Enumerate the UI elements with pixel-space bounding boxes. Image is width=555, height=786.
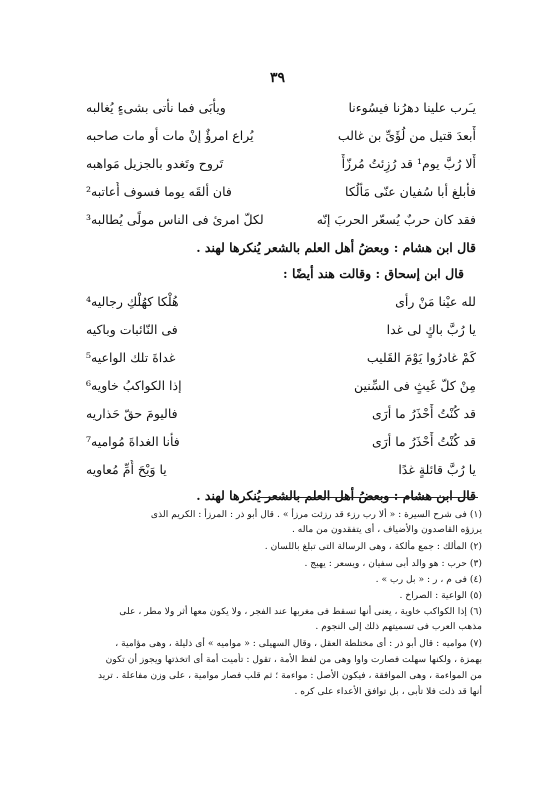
footnote-line: (٤) فى م ، ر : « بل رب » . [375, 574, 482, 585]
verse-first-hemistich: مِنْ كلّ غَيثٍ فى السِّنين [354, 378, 476, 393]
verse-line [86, 376, 476, 396]
prose-line: قال ابن إسحاق : وقالت هند أيضًا : [283, 266, 464, 281]
verse-first-hemistich: يـَرب علينا دهرُنا فيسُوءنا [348, 100, 476, 115]
verse-first-hemistich: كَمْ غادرُوا يَوْمَ القَليب [366, 350, 476, 365]
page-number: ٣٩ [269, 70, 286, 86]
verse-second-hemistich: هُلْكا كهُلْكِ رجاليه⁴ [86, 294, 179, 309]
prose-line: قال ابن هشام : وبعضُ أهل العلم بالشعر يُنكرها لهند . [196, 488, 476, 503]
verse-first-hemistich: أَلا رُبَّ يوم¹ قد رُزِئتُ مُرزّأً [341, 156, 476, 171]
verse-second-hemistich: إذا الكواكبُ خاويه⁶ [86, 378, 182, 393]
footnote-line: مذهب العرب فى تسميتهم ذلك إلى النجوم . [315, 621, 482, 632]
verse-line [86, 460, 476, 480]
footnote-separator [260, 497, 478, 498]
verse-first-hemistich: يا رُبَّ باكٍ لى غدا [386, 322, 476, 337]
footnote-line: (٣) حرب : هو والد أبى سفيان ، ويسعر : يهيج . [304, 558, 482, 569]
verse-second-hemistich: لكلّ امرئ فى الناس مولًى يُطالبه³ [86, 212, 264, 227]
verse-second-hemistich: فى النّائبات وباكيه [86, 322, 178, 337]
verse-second-hemistich: غداةَ تلك الواعيه⁵ [86, 350, 176, 365]
footnote-line: (٢) المألك : جمع مألكة ، وهى الرسالة التى تبلغ باللسان . [264, 541, 482, 552]
footnote-line: (١) فى شرح السيرة : « ألا رب رزء قد رزئت مرزأ » . قال أبو ذر : المرزأ : الكريم الذى [150, 509, 482, 520]
footnote-line: أنها قد ذلت فلا تأبى ، بل توافق الأعداء على كره . [294, 686, 482, 697]
verse-second-hemistich: يا وَيْحَ أُمِّ مُعاويه [86, 462, 167, 477]
verse-line [86, 348, 476, 368]
verse-first-hemistich: لله عيْنا مَنْ رأى [395, 294, 476, 309]
verse-second-hemistich: يُراع امرؤٌ إنْ مات أو مات صاحبه [86, 128, 254, 143]
footnote-line: (٦) إذا الكواكب خاوية ، يعنى أنها تسقط فى مغربها عند الفجر ، ولا يكون معها أثر ولا مطر ، على [119, 606, 482, 617]
verse-second-hemistich: ويأْبَى فما نأتى بشىءٍ يُغالبه [86, 100, 226, 115]
footnote-line: يرزؤه القاصدون والأضياف ، أى يتفقدون من ماله . [291, 524, 482, 535]
verse-second-hemistich: تَروح وتَغدو بالجزيل مَواهبه [86, 156, 224, 171]
verse-second-hemistich: فان ألقَه يوما فسوف أُعاتبه² [86, 184, 232, 199]
footnote-line: بهمزة ، ولكنها سهلت فصارت واوا وهى من لفظ الأمة ، تقول : تأميت أمة أى اتخذتها ويجوز أن تكون [105, 654, 482, 665]
prose-line: قال ابن هشام : وبعضُ أهل العلم بالشعر يُنكرها لهند . [196, 240, 476, 255]
verse-first-hemistich: فأبلغ أبا سُفيان عنّى مَألُكا [345, 184, 476, 199]
verse-line [86, 432, 476, 452]
footnote-line: (٧) مواميه : قال أبو ذر : أى مختلطة العقل ، وقال السهيلى : « مواميه » أى ذليلة ، وهى مؤامية ، [115, 638, 482, 649]
verse-line [86, 98, 476, 118]
footnote-line: من المواءمة ، وهى الموافقة ، فيكون الأصل : مواءمة ؛ ثم قلب فصار موامية ، على وزن مفاعلة . تريد [97, 670, 482, 681]
verse-second-hemistich: فاليومَ حقّ حَذاريه [86, 406, 178, 421]
verse-first-hemistich: أَبعدَ قتيل من لُؤَىِّ بن غالب [337, 128, 476, 143]
verse-line [86, 404, 476, 424]
verse-line [86, 154, 476, 174]
verse-first-hemistich: فقد كان حربٌ يُسعّر الحربَ إنّه [316, 212, 476, 227]
verse-line [86, 182, 476, 202]
verse-second-hemistich: فأنا الغداةَ مُواميه⁷ [86, 434, 180, 449]
verse-first-hemistich: يا رُبَّ قائلةٍ غدًا [398, 462, 476, 477]
verse-line [86, 292, 476, 312]
verse-line [86, 126, 476, 146]
verse-line [86, 320, 476, 340]
verse-first-hemistich: قد كُنْتُ أَحْذَرُ ما أرَى [371, 434, 476, 449]
footnote-line: (٥) الواعية : الصراخ . [399, 590, 482, 601]
verse-first-hemistich: قد كُنْتُ أَحْذَرُ ما أرَى [371, 406, 476, 421]
verse-line [86, 210, 476, 230]
